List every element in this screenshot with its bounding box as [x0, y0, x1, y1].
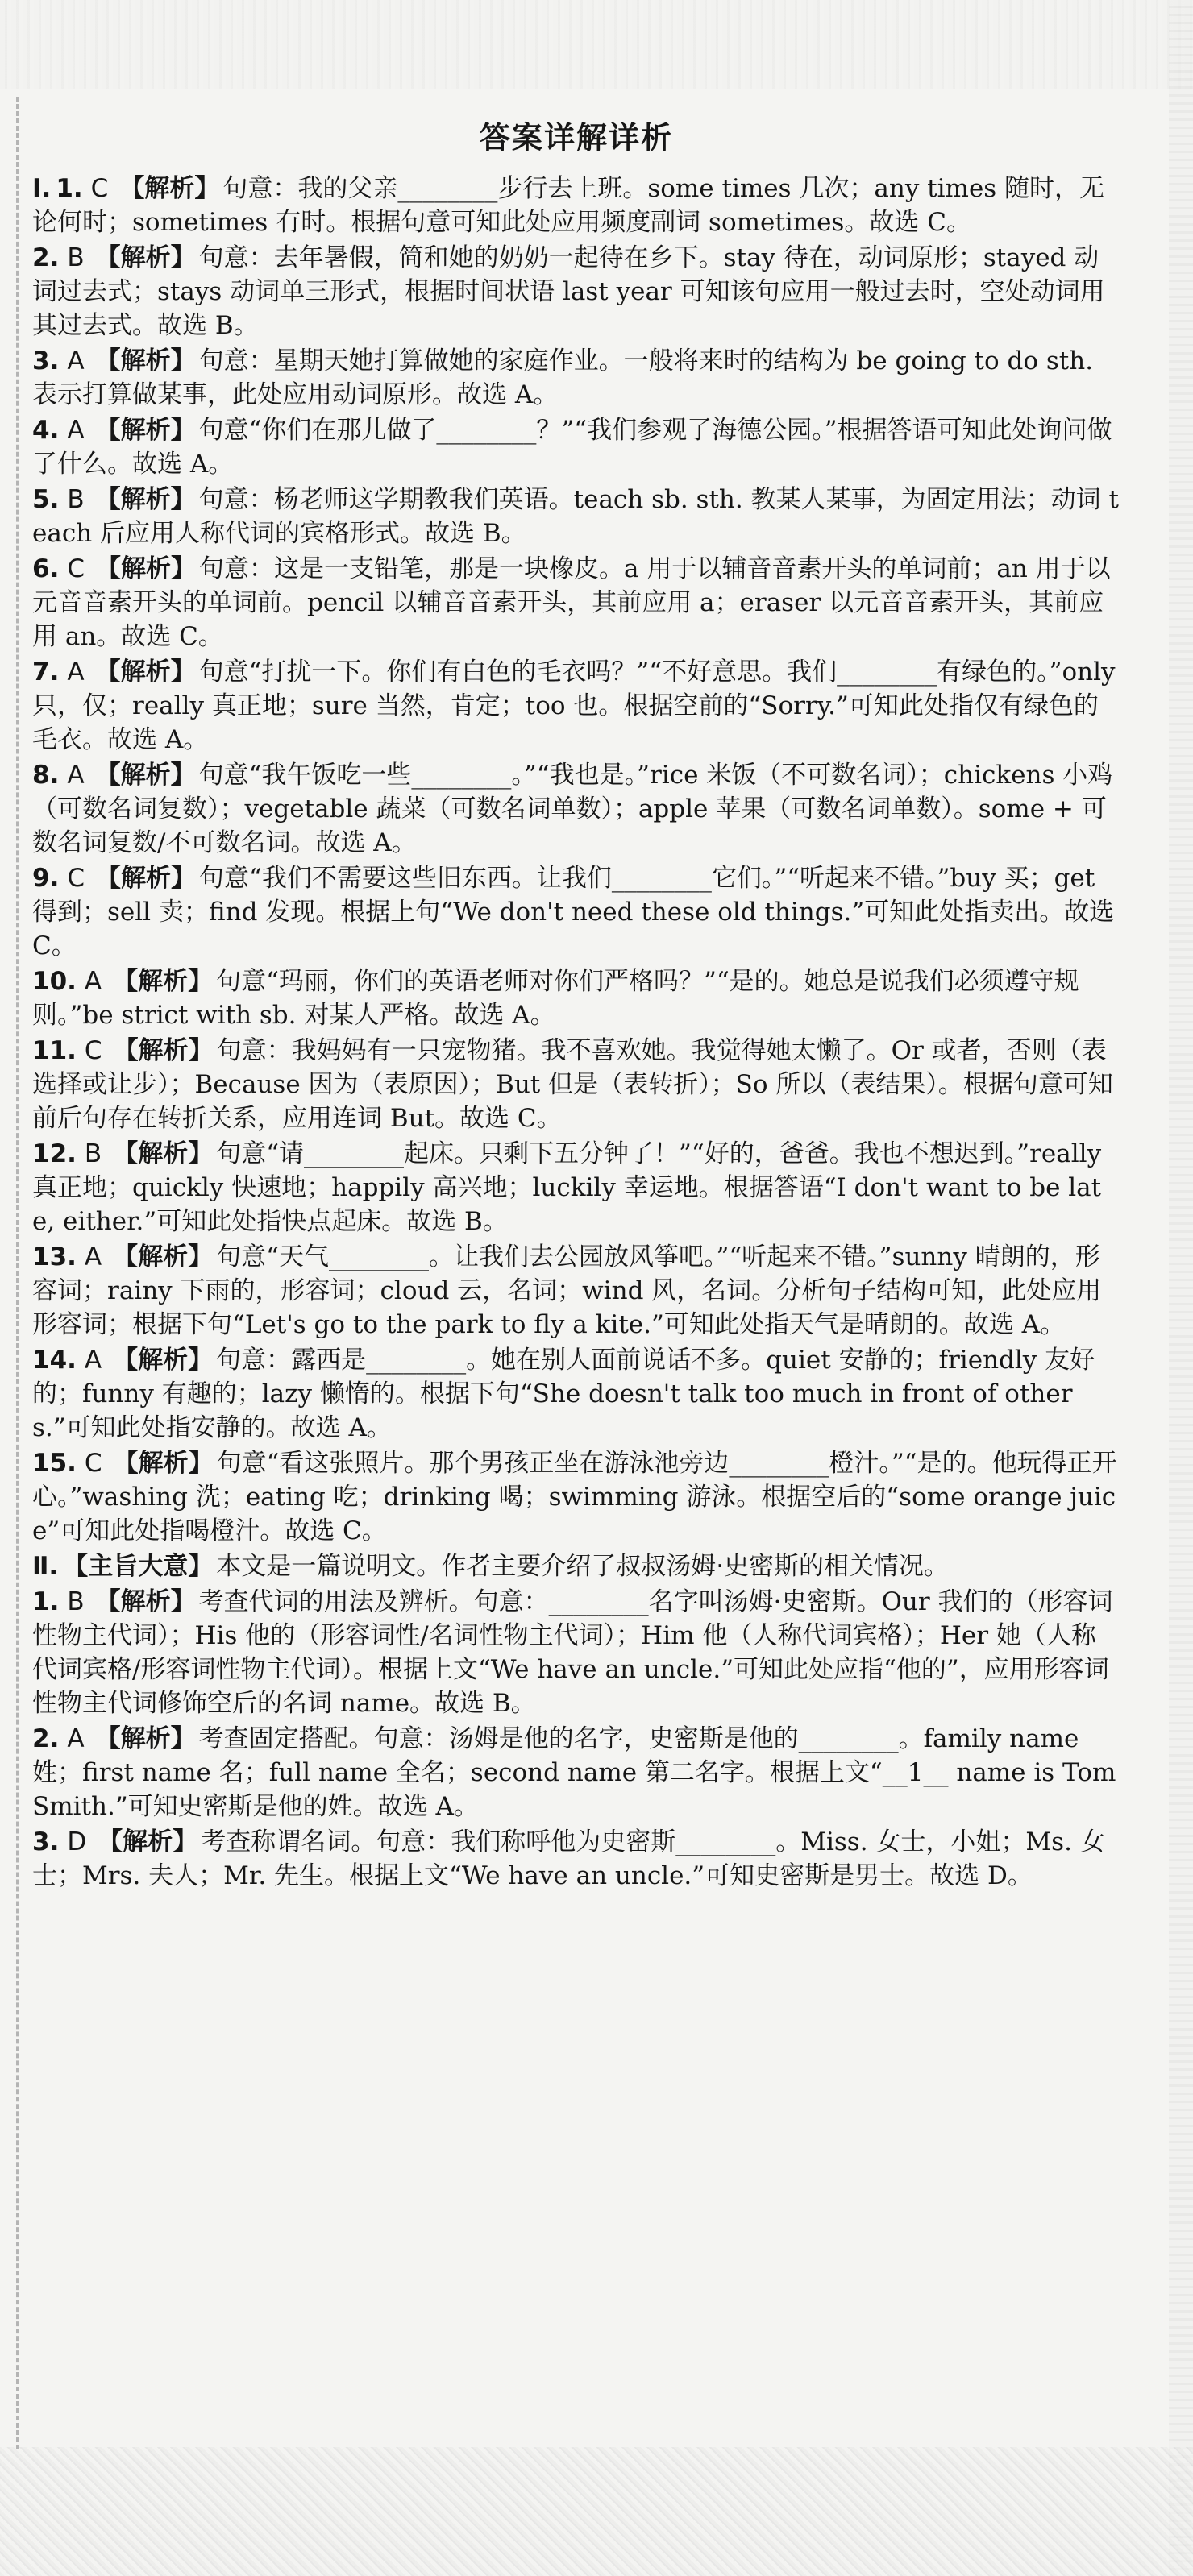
answer-letter: B	[84, 1139, 102, 1168]
analysis-text: 考查代词的用法及辨析。句意：________名字叫汤姆·史密斯。Our 我们的（形容词性物主代词）；His 他的（形容词性/名词性物主代词）；Him 他（人称代词宾格）；Her 她（人称代词宾格/形容词性物主代词）。根据上文“We have an uncle.”可知此处应指“他的”，应用形容词性物主代词修饰空后的名词 name。故选 B。	[32, 1587, 1113, 1718]
answer-letter: A	[84, 1242, 102, 1271]
question-item	[32, 172, 1120, 239]
analysis-tag: 【解析】	[96, 864, 197, 893]
question-item	[32, 1343, 1120, 1445]
question-number: 7.	[32, 657, 60, 687]
analysis-text: 句意：我的父亲________步行去上班。some times 几次；any times 随时，无论何时；sometimes 有时。根据句意可知此处应用频度副词 sometimes。故选 C。	[32, 174, 1105, 237]
analysis-text: 句意：我妈妈有一只宠物猪。我不喜欢她。我觉得她太懒了。Or 或者，否则（表选择或让步）；Because 因为（表原因）；But 但是（表转折）；So 所以（表结果）。根据句意可知前后句存在转折关系，应用连词 But。故选 C。	[32, 1036, 1113, 1133]
question-item	[32, 413, 1120, 481]
analysis-text: 句意“天气________。让我们去公园放风筝吧。”“听起来不错。”sunny 晴朗的，形容词；rainy 下雨的，形容词；cloud 云，名词；wind 风，名词。分析句子结构可知，此处应用形容词；根据下句“Let's go to the park to fly a kite.”可知此处指天气是晴朗的。故选 A。	[32, 1242, 1102, 1339]
question-number: 2.	[32, 243, 60, 272]
question-number: 14.	[32, 1346, 77, 1375]
question-item	[32, 241, 1120, 342]
theme-text: 本文是一篇说明文。作者主要介绍了叔叔汤姆·史密斯的相关情况。	[216, 1552, 950, 1581]
answer-letter: C	[90, 174, 109, 203]
analysis-tag: 【解析】	[95, 657, 196, 687]
answer-letter: A	[67, 657, 85, 687]
analysis-text: 句意：去年暑假，简和她的奶奶一起待在乡下。stay 待在，动词原形；stayed 动词过去式；stays 动词单三形式，根据时间状语 last year 可知该句应用一般过去时，空处动词用其过去式。故选 B。	[32, 243, 1105, 340]
analysis-text: 句意：星期天她打算做她的家庭作业。一般将来时的结构为 be going to do sth. 表示打算做某事，此处应用动词原形。故选 A。	[32, 346, 1094, 409]
question-item	[32, 1825, 1120, 1893]
question-number: 1.	[56, 174, 83, 203]
analysis-text: 句意“玛丽，你们的英语老师对你们严格吗？”“是的。她总是说我们必须遵守规则。”be strict with sb. 对某人严格。故选 A。	[32, 967, 1079, 1030]
section-2	[32, 1549, 1120, 1893]
analysis-text: 句意“请________起床。只剩下五分钟了！”“好的，爸爸。我也不想迟到。”really 真正地；quickly 快速地；happily 高兴地；luckily 幸运地。根据答语“I don't want to be late, either.”可知此处指快点起床。故选 B。	[32, 1139, 1102, 1236]
question-number: 2.	[32, 1724, 60, 1753]
answer-letter: B	[67, 1587, 85, 1616]
analysis-text: 考查称谓名词。句意：我们称呼他为史密斯________。Miss. 女士，小姐；Ms. 女士；Mrs. 夫人；Mr. 先生。根据上文“We have an uncle.”可知史密斯是男士。故选 D。	[32, 1827, 1105, 1890]
analysis-text: 句意：这是一支铅笔，那是一块橡皮。a 用于以辅音音素开头的单词前；an 用于以元音音素开头的单词前。pencil 以辅音音素开头，其前应用 a；eraser 以元音音素开头，其前应用 an。故选 C。	[32, 554, 1111, 651]
question-item	[32, 861, 1120, 963]
analysis-text: 句意“我午饭吃一些________。”“我也是。”rice 米饭（不可数名词）；chickens 小鸡（可数名词复数）；vegetable 蔬菜（可数名词单数）；apple 苹果（可数名词单数）。some + 可数名词复数/不可数名词。故选 A。	[32, 761, 1113, 857]
section-label: Ⅱ.	[32, 1552, 59, 1581]
question-number: 6.	[32, 554, 60, 583]
answer-letter: A	[67, 346, 85, 375]
question-item	[32, 1240, 1120, 1342]
analysis-text: 句意“打扰一下。你们有白色的毛衣吗？”“不好意思。我们________有绿色的。”only 只，仅；really 真正地；sure 当然，肯定；too 也。根据空前的“Sorry.”可知此处指仅有绿色的毛衣。故选 A。	[32, 657, 1116, 754]
analysis-tag: 【解析】	[95, 1724, 196, 1753]
analysis-tag: 【解析】	[95, 243, 196, 272]
answer-letter: B	[67, 485, 85, 514]
analysis-tag: 【解析】	[95, 1587, 196, 1616]
question-item	[32, 344, 1120, 412]
analysis-text: 考查固定搭配。句意：汤姆是他的名字，史密斯是他的________。family name 姓；first name 名；full name 全名；second name 第二名字。根据上文“__1__ name is Tom Smith.”可知史密斯是他的姓。故选 A。	[32, 1724, 1116, 1821]
answer-letter: C	[84, 1036, 102, 1065]
scan-noise-bottom	[0, 2447, 1193, 2576]
answer-letter: A	[84, 1346, 102, 1375]
theme-summary	[32, 1549, 1120, 1583]
question-number: 15.	[32, 1449, 77, 1478]
question-item	[32, 483, 1120, 550]
analysis-tag: 【解析】	[95, 346, 196, 375]
question-number: 11.	[32, 1036, 77, 1065]
analysis-tag: 【解析】	[113, 1346, 214, 1375]
question-item	[32, 1034, 1120, 1135]
dashed-cut-line	[16, 97, 19, 2449]
question-number: 13.	[32, 1242, 77, 1271]
analysis-tag: 【解析】	[98, 1827, 198, 1856]
question-item	[32, 1722, 1120, 1823]
analysis-tag: 【解析】	[113, 1139, 214, 1168]
analysis-text: 句意“看这张照片。那个男孩正坐在游泳池旁边________橙汁。”“是的。他玩得正开心。”washing 洗；eating 吃；drinking 喝；swimming 游泳。根据空后的“some orange juice”可知此处指喝橙汁。故选 C。	[32, 1449, 1117, 1545]
analysis-tag: 【解析】	[96, 554, 197, 583]
analysis-text: 句意“你们在那儿做了________？”“我们参观了海德公园。”根据答语可知此处询问做了什么。故选 A。	[32, 416, 1112, 479]
answer-letter: B	[67, 243, 85, 272]
question-item	[32, 1446, 1120, 1548]
analysis-tag: 【解析】	[119, 174, 220, 203]
section-1	[32, 172, 1120, 1548]
analysis-text: 句意：杨老师这学期教我们英语。teach sb. sth. 教某人某事，为固定用法；动词 teach 后应用人称代词的宾格形式。故选 B。	[32, 485, 1119, 548]
answer-letter: A	[67, 416, 85, 445]
question-item	[32, 1137, 1120, 1238]
analysis-tag: 【解析】	[113, 1449, 214, 1478]
question-item	[32, 1585, 1120, 1720]
answer-sheet	[32, 113, 1120, 1894]
question-number: 1.	[32, 1587, 60, 1616]
analysis-text: 句意“我们不需要这些旧东西。让我们________它们。”“听起来不错。”buy 买；get 得到；sell 卖；find 发现。根据上句“We don't need these old things.”可知此处指卖出。故选 C。	[32, 864, 1115, 960]
analysis-tag: 【解析】	[113, 1036, 214, 1065]
answer-letter: A	[67, 761, 85, 790]
analysis-text: 句意：露西是________。她在别人面前说话不多。quiet 安静的；friendly 友好的；funny 有趣的；lazy 懒惰的。根据下句“She doesn't talk too much in front of others.”可知此处指安静的。故选 A。	[32, 1346, 1095, 1442]
analysis-tag: 【解析】	[113, 967, 214, 996]
question-number: 3.	[32, 1827, 60, 1856]
scan-noise-top	[0, 0, 1193, 89]
question-number: 3.	[32, 346, 60, 375]
question-number: 8.	[32, 761, 60, 790]
analysis-tag: 【解析】	[113, 1242, 214, 1271]
analysis-tag: 【解析】	[95, 761, 196, 790]
question-item	[32, 655, 1120, 757]
section-label: Ⅰ.	[32, 174, 52, 203]
question-number: 4.	[32, 416, 60, 445]
analysis-tag: 【解析】	[95, 485, 196, 514]
question-item	[32, 964, 1120, 1032]
question-item	[32, 552, 1120, 653]
answer-letter: C	[67, 554, 85, 583]
answer-letter: A	[84, 967, 102, 996]
answer-letter: D	[67, 1827, 87, 1856]
answer-letter: C	[67, 864, 85, 893]
question-item	[32, 758, 1120, 860]
question-number: 12.	[32, 1139, 77, 1168]
question-number: 5.	[32, 485, 60, 514]
answer-letter: C	[84, 1449, 102, 1478]
question-number: 10.	[32, 967, 77, 996]
answer-letter: A	[67, 1724, 85, 1753]
question-number: 9.	[32, 864, 60, 893]
analysis-tag: 【解析】	[95, 416, 196, 445]
page-title: 答案详解详析	[479, 119, 673, 156]
scan-noise-right	[1169, 0, 1193, 2576]
theme-tag: 【主旨大意】	[63, 1552, 214, 1581]
